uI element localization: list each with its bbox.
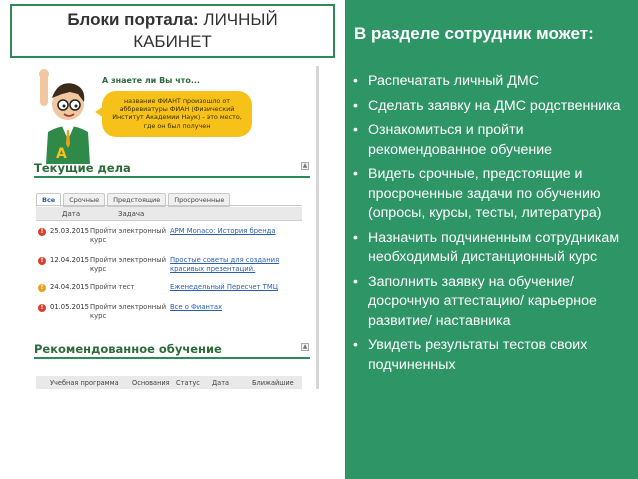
overdue-status-icon: !	[38, 257, 46, 265]
task-type: Пройти электронный курс	[90, 227, 167, 244]
feature-text: Увидеть результаты тестов своих подчиненных	[368, 337, 588, 373]
table-row	[36, 302, 302, 326]
bullet: •	[353, 337, 358, 353]
bullet: •	[353, 229, 358, 246]
features-list	[353, 72, 635, 380]
bullet: •	[353, 122, 358, 138]
panel-heading: В разделе сотрудник может:	[354, 24, 594, 43]
feature-text: Назначить подчиненным сотрудникам необходимый дистанционный курс	[368, 229, 620, 265]
portal-screenshot	[32, 66, 319, 389]
collapse-recommended-button[interactable]: ▲	[302, 343, 308, 350]
column-date: Дата	[212, 379, 230, 387]
column-status: Статус	[176, 379, 200, 387]
feature-text: Видеть срочные, предстоящие и просроченные задачи по обучению (опросы, курсы, тесты, литература)	[368, 166, 602, 221]
task-date: 25.03.2015	[50, 227, 89, 235]
list-item	[353, 336, 635, 375]
task-link[interactable]: Все о Фиантах	[170, 303, 223, 311]
list-item	[353, 121, 635, 160]
column-basis: Основания	[132, 379, 170, 387]
slide-title-part2: КАБИНЕТ	[133, 32, 212, 51]
slide-title	[10, 4, 335, 58]
list-item	[353, 273, 635, 332]
slide-title-part1: ЛИЧНЫЙ	[203, 10, 278, 29]
current-tasks-title: Текущие дела	[34, 161, 131, 175]
scrollbar[interactable]	[316, 66, 319, 389]
task-link[interactable]: Простые советы для создания красивых презентаций.	[170, 256, 280, 273]
feature-text: Распечатать личный ДМС	[368, 73, 539, 89]
column-program: Учебная программа	[50, 379, 119, 387]
feature-text: Заполнить заявку на обучение/ досрочную аттестацию/ карьерное развитие/ наставника	[368, 273, 597, 329]
tab-all[interactable]: Все	[36, 193, 61, 207]
recommended-table-header	[36, 376, 302, 389]
overdue-status-icon: !	[38, 228, 46, 236]
tasks-table-header	[36, 207, 302, 221]
tabs-divider	[36, 205, 302, 206]
mascot-illustration	[32, 68, 100, 164]
task-link[interactable]: Еженедельный Пересчет ТМЦ	[170, 283, 278, 291]
feature-text: Ознакомиться и пройти рекомендованное обучение	[368, 122, 553, 158]
task-link[interactable]: АРМ Monaco: История бренда	[170, 227, 276, 235]
column-date: Дата	[62, 210, 81, 218]
bullet: •	[353, 73, 358, 89]
list-item	[353, 72, 635, 92]
tab-upcoming[interactable]: Предстоящие	[107, 193, 166, 207]
task-date: 12.04.2015	[50, 256, 89, 264]
collapse-current-tasks-button[interactable]: ▲	[302, 162, 308, 169]
task-date: 01.05.2015	[50, 303, 89, 311]
list-item	[353, 165, 635, 224]
bullet: •	[353, 97, 358, 114]
upcoming-status-icon: !	[38, 284, 46, 292]
features-panel	[345, 0, 638, 479]
list-item	[353, 229, 635, 268]
bullet: •	[353, 166, 358, 182]
slide-title-bold: Блоки портала:	[67, 10, 199, 29]
recommended-heading	[34, 342, 310, 359]
feature-text: Сделать заявку на ДМС родственника	[368, 97, 621, 114]
fact-bubble: название ФИАНТ произошло от аббревиатуры ФИАН (Физический Институт Академии Наук) - это место, где он был получен	[102, 91, 252, 137]
table-row	[36, 226, 302, 250]
tab-overdue[interactable]: Просроченные	[168, 193, 230, 207]
column-task: Задача	[118, 210, 145, 218]
current-tasks-heading	[34, 161, 310, 178]
tab-urgent[interactable]: Срочные	[63, 193, 105, 207]
table-row	[36, 255, 302, 279]
column-nearest: Ближайшие	[252, 379, 294, 387]
task-type: Пройти тест	[90, 283, 135, 291]
recommended-title: Рекомендованное обучение	[34, 342, 222, 356]
svg-text:A: A	[56, 146, 67, 162]
bubble-title: А знаете ли Вы что...	[102, 76, 200, 85]
task-type: Пройти электронный курс	[90, 303, 167, 320]
task-date: 24.04.2015	[50, 283, 89, 291]
overdue-status-icon: !	[38, 304, 46, 312]
task-type: Пройти электронный курс	[90, 256, 167, 273]
list-item	[353, 97, 635, 117]
bullet: •	[353, 273, 358, 290]
